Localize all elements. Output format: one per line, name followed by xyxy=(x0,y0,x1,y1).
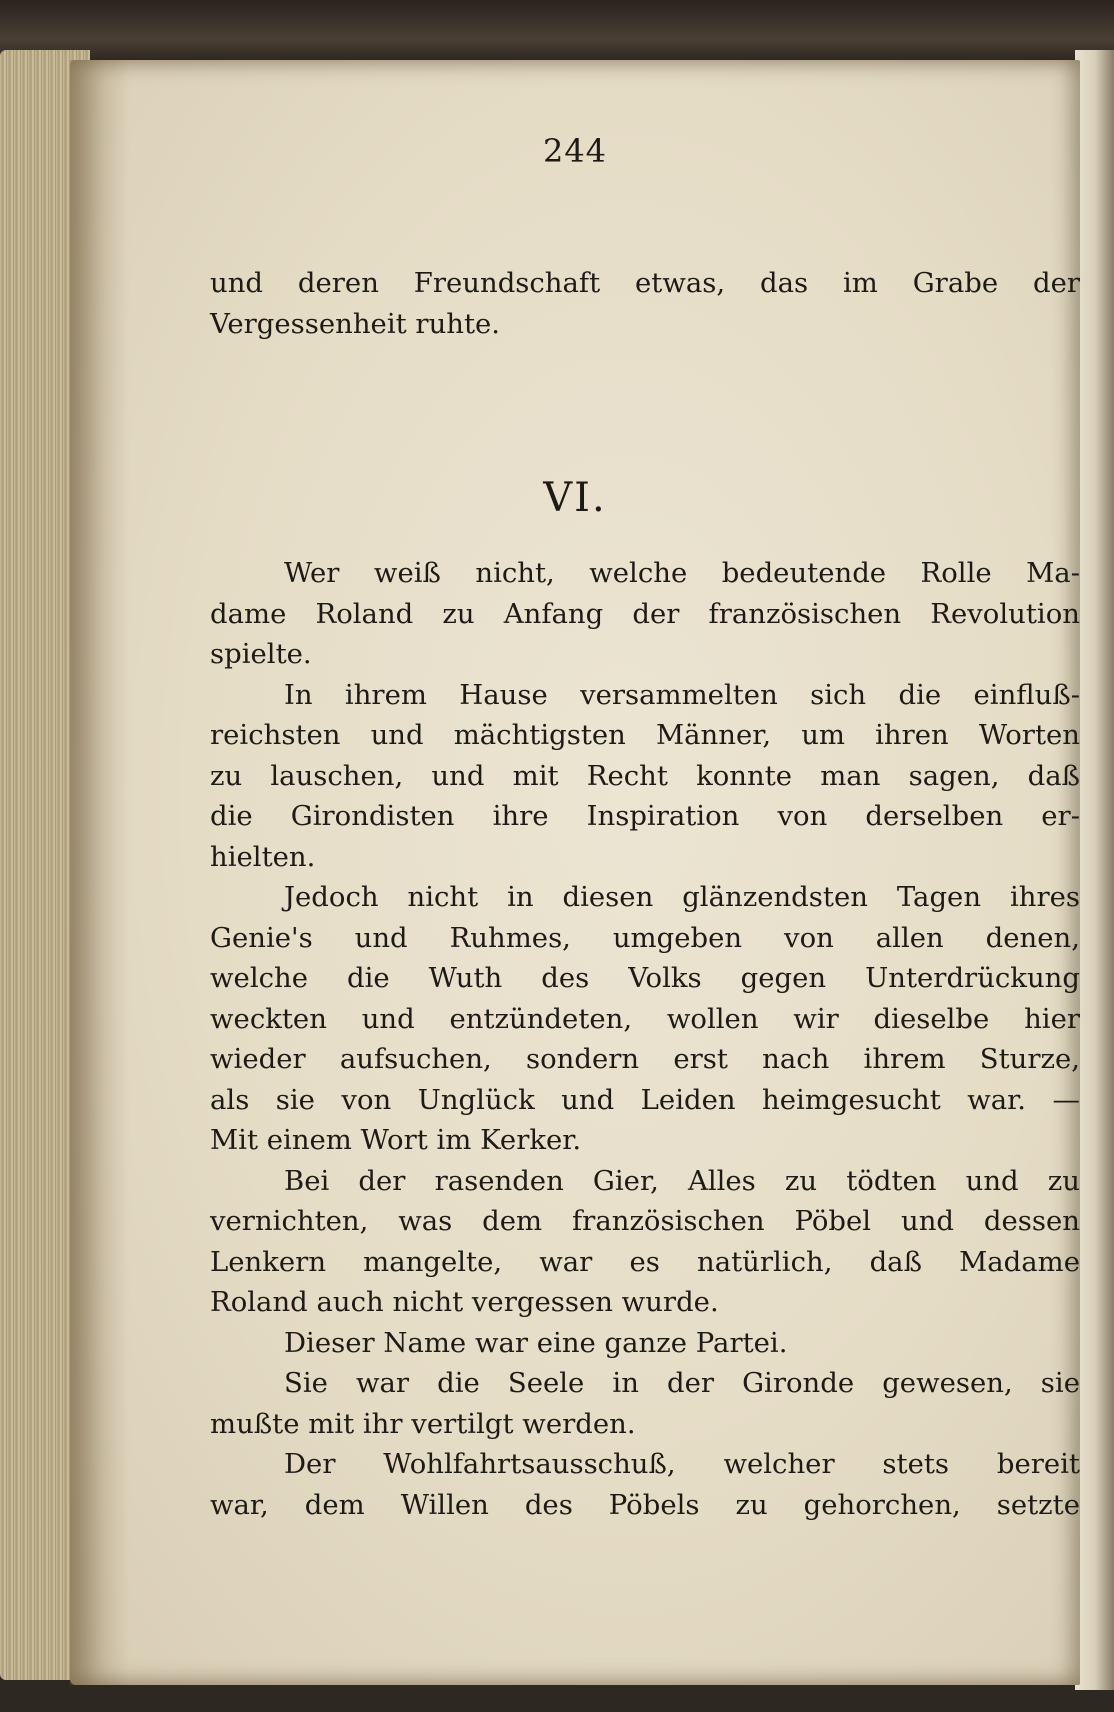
text-line: zu lauschen, und mit Recht konnte man sagen, daß xyxy=(210,759,1080,792)
text-line: Lenkern mangelte, war es natürlich, daß Madame xyxy=(210,1245,1080,1278)
right-page-edge xyxy=(1075,50,1114,1690)
text-line: war, dem Willen des Pöbels zu gehorchen, setzte xyxy=(210,1488,1080,1521)
text-line: reichsten und mächtigsten Männer, um ihren Worten xyxy=(210,719,1080,751)
body-text xyxy=(210,553,1080,1525)
gutter-shadow xyxy=(70,60,130,1685)
book-page xyxy=(70,60,1080,1685)
text-line: dame Roland zu Anfang der französischen Revolution xyxy=(210,597,1080,630)
text-line: vernichten, was dem französischen Pöbel und dessen xyxy=(210,1205,1080,1237)
text-line: Sie war die Seele in der Gironde gewesen, sie xyxy=(284,1367,1080,1399)
text-line: wieder aufsuchen, sondern erst nach ihrem Sturze, xyxy=(210,1043,1080,1075)
text-line: Mit einem Wort im Kerker. xyxy=(210,1124,582,1156)
text-line: und deren Freundschaft etwas, das im Grabe der xyxy=(210,267,1080,299)
text-line: Wer weiß nicht, welche bedeutende Rolle Ma- xyxy=(284,557,1080,589)
text-line: mußte mit ihr vertilgt werden. xyxy=(210,1407,636,1440)
text-line: Vergessenheit ruhte. xyxy=(210,307,501,340)
text-line: Bei der rasenden Gier, Alles zu tödten und zu xyxy=(284,1164,1080,1197)
text-line: die Girondisten ihre Inspiration von derselben er- xyxy=(210,800,1080,832)
text-line: Roland auch nicht vergessen wurde. xyxy=(210,1286,719,1318)
intro-paragraph xyxy=(210,263,1080,344)
chapter-heading: VI. xyxy=(543,475,607,521)
text-line: In ihrem Hause versammelten sich die einfluß- xyxy=(284,678,1080,711)
page-number: 244 xyxy=(542,132,608,170)
text-line: als sie von Unglück und Leiden heimgesucht war. — xyxy=(210,1083,1080,1116)
text-line: Jedoch nicht in diesen glänzendsten Tagen ihres xyxy=(284,881,1080,913)
text-line: weckten und entzündeten, wollen wir dieselbe hier xyxy=(210,1002,1080,1035)
text-line: hielten. xyxy=(210,840,316,873)
text-line: Der Wohlfahrtsausschuß, welcher stets bereit xyxy=(284,1448,1080,1480)
text-line: welche die Wuth des Volks gegen Unterdrückung xyxy=(210,962,1080,994)
text-line: Dieser Name war eine ganze Partei. xyxy=(284,1326,788,1359)
text-line: Genie's und Ruhmes, umgeben von allen denen, xyxy=(210,921,1080,954)
text-line: spielte. xyxy=(210,638,312,670)
